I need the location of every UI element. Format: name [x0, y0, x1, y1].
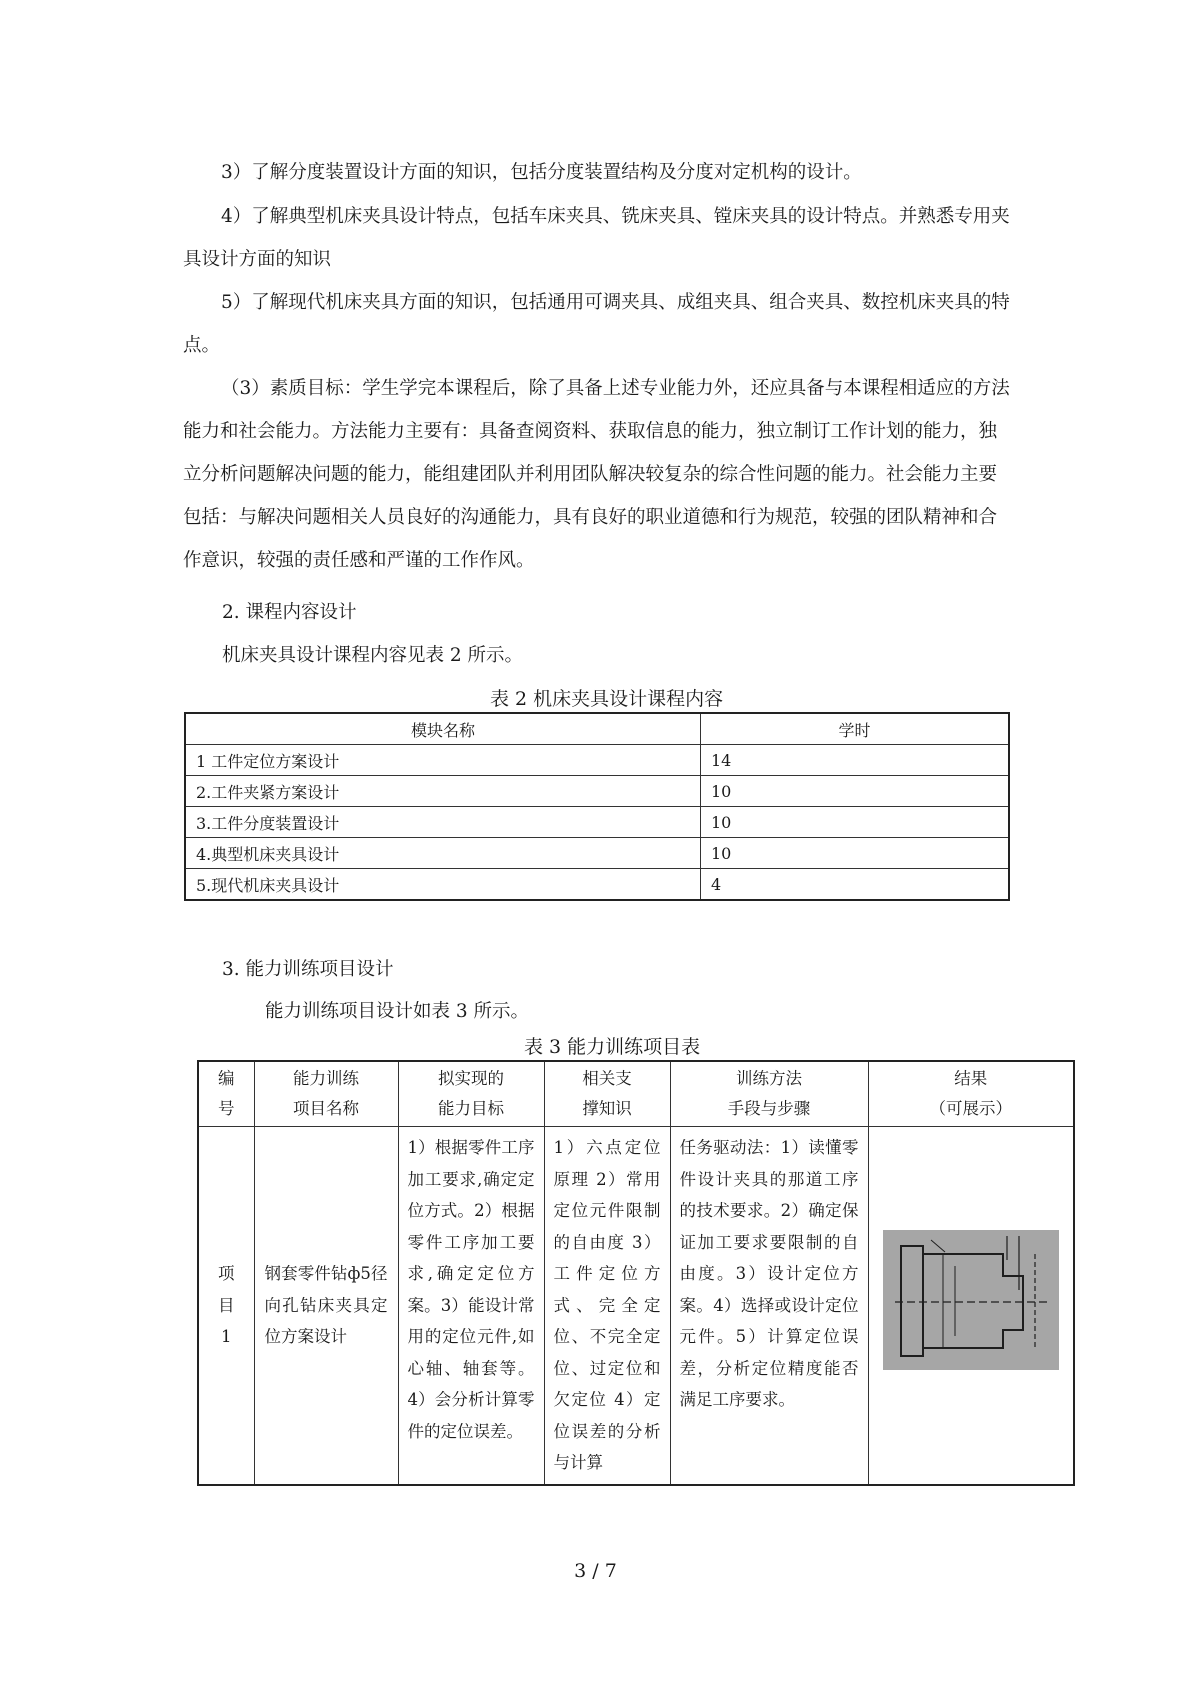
hours-cell: 10: [701, 838, 1010, 869]
module-cell: 1 工件定位方案设计: [185, 745, 701, 776]
course-content-table: [184, 712, 1010, 901]
table-header-row: [185, 713, 1009, 745]
page-number: 3 / 7: [574, 1560, 617, 1582]
paragraph-quality-goal: （3）素质目标：学生学完本课程后，除了具备上述专业能力外，还应具备与本课程相适应的方法能力和社会能力。方法能力主要有：具备查阅资料、获取信息的能力，独立制订工作计划的能力，独立分析问题解决问题的能力，能组建团队并利用团队解决较复杂的综合性问题的能力。社会能力主要包括：与解决问题相关人员良好的沟通能力，具有良好的职业道德和行为规范，较强的团队精神和合作意识，较强的责任感和严谨的工作作风。: [183, 378, 1010, 571]
section-2-intro: 机床夹具设计课程内容见表 2 所示。: [222, 645, 524, 666]
ability-goal-cell: 1）根据零件工序加工要求,确定定位方式。2）根据零件工序加工要求,确定定位方案。3）能设计常用的定位元件,如心轴、轴套等。4）会分析计算零件的定位误差。: [398, 1127, 544, 1485]
column-header-method: 训练方法 手段与步骤: [670, 1061, 868, 1127]
training-project-table: [197, 1060, 1075, 1486]
column-header-knowledge: 相关支 撑知识: [544, 1061, 670, 1127]
table-header-row: [198, 1061, 1074, 1127]
column-header-result: 结果 （可展示）: [868, 1061, 1074, 1127]
section-heading-3: 3. 能力训练项目设计: [222, 959, 394, 980]
hours-cell: 4: [701, 869, 1010, 901]
table-row: [185, 745, 1009, 776]
paragraph-5: 5）了解现代机床夹具方面的知识，包括通用可调夹具、成组夹具、组合夹具、数控机床夹具的特点。: [183, 292, 1010, 356]
table-row: [185, 838, 1009, 869]
column-header-hours: 学时: [701, 713, 1010, 745]
hours-cell: 10: [701, 807, 1010, 838]
column-header-project-name: 能力训练 项目名称: [254, 1061, 398, 1127]
fixture-drawing-image: [883, 1230, 1059, 1370]
module-cell: 4.典型机床夹具设计: [185, 838, 701, 869]
column-header-number: 编 号: [198, 1061, 254, 1127]
section-heading-2: 2. 课程内容设计: [222, 602, 357, 623]
table-row: [185, 776, 1009, 807]
module-cell: 5.现代机床夹具设计: [185, 869, 701, 901]
module-cell: 2.工件夹紧方案设计: [185, 776, 701, 807]
hours-cell: 10: [701, 776, 1010, 807]
table-2-caption: 表 2 机床夹具设计课程内容: [490, 688, 724, 710]
table-row: [185, 869, 1009, 901]
hours-cell: 14: [701, 745, 1010, 776]
module-cell: 3.工件分度装置设计: [185, 807, 701, 838]
section-3-intro: 能力训练项目设计如表 3 所示。: [265, 1001, 530, 1022]
column-header-ability-goal: 拟实现的 能力目标: [398, 1061, 544, 1127]
knowledge-cell: 1）六点定位原理 2）常用定位元件限制的自由度 3）工件定位方式、完全定位、不完全定位、过定位和欠定位 4）定位误差的分析与计算: [544, 1127, 670, 1485]
paragraph-4: 4）了解典型机床夹具设计特点，包括车床夹具、铣床夹具、镗床夹具的设计特点。并熟悉专用夹具设计方面的知识: [183, 206, 1010, 270]
table-row: [198, 1127, 1074, 1485]
table-row: [185, 807, 1009, 838]
method-cell: 任务驱动法：1）读懂零件设计夹具的那道工序的技术要求。2）确定保证加工要求要限制的自由度。3）设计定位方案。4）选择或设计定位元件。5）计算定位误差，分析定位精度能否满足工序要求。: [670, 1127, 868, 1485]
paragraph-3: 3）了解分度装置设计方面的知识，包括分度装置结构及分度对定机构的设计。: [221, 162, 862, 183]
result-cell: [868, 1127, 1074, 1485]
project-name-cell: 钢套零件钻ф5径向孔钻床夹具定位方案设计: [254, 1127, 398, 1485]
column-header-module: 模块名称: [185, 713, 701, 745]
project-number-cell: 项 目 1: [198, 1127, 254, 1485]
table-3-caption: 表 3 能力训练项目表: [524, 1036, 701, 1058]
